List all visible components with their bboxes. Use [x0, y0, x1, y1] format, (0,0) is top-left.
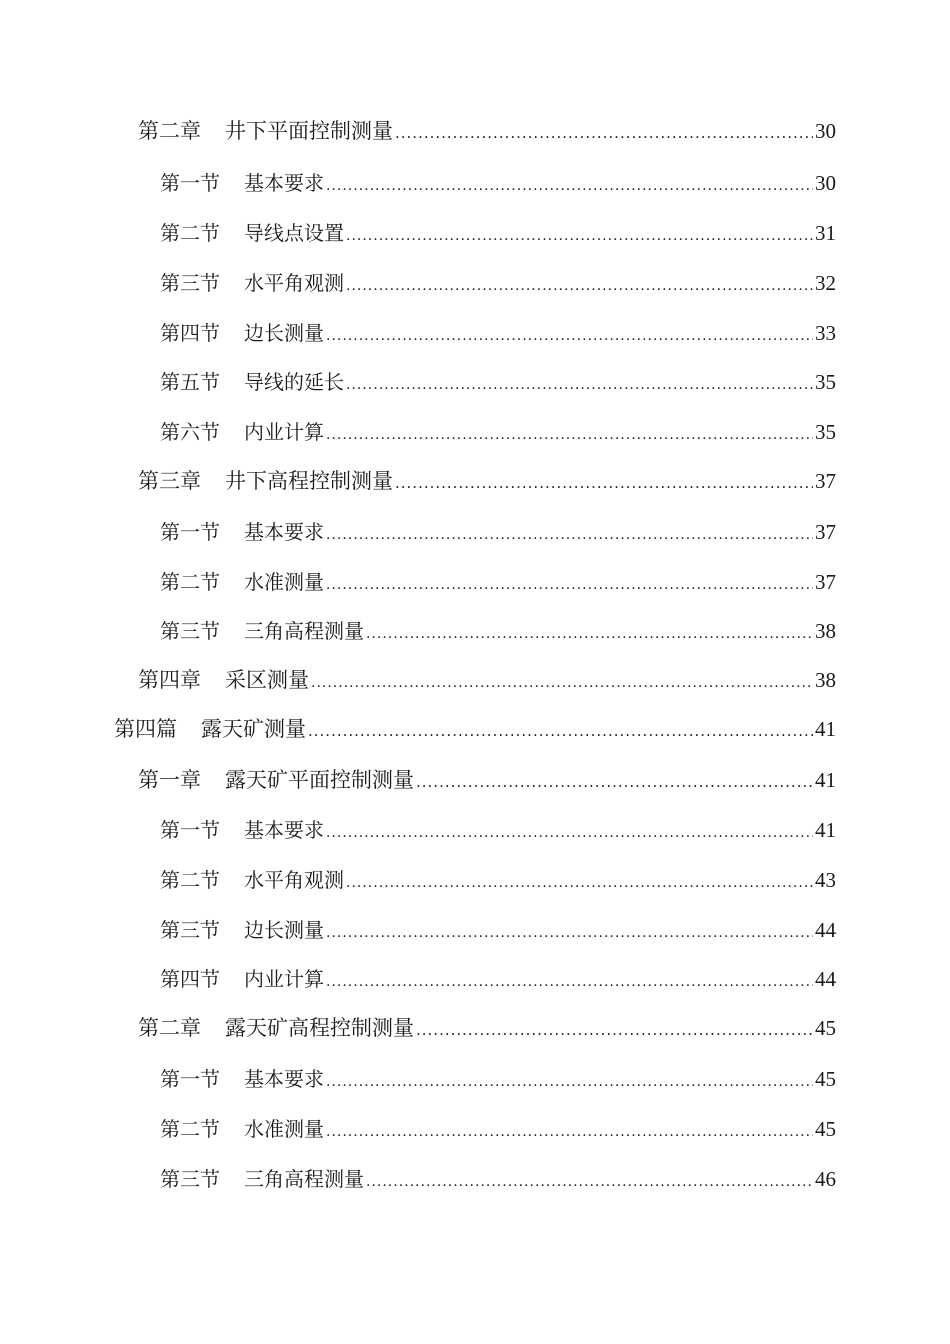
- toc-entry-title: 三角高程测量: [244, 619, 364, 643]
- toc-entry-page: 35: [815, 370, 836, 394]
- toc-entry-section[interactable]: [160, 569, 836, 598]
- toc-entry-page: 43: [815, 868, 836, 892]
- toc-entry-number: 第二节: [160, 570, 220, 594]
- toc-entry-section[interactable]: [160, 419, 836, 448]
- toc-entry-label: [138, 1015, 414, 1041]
- toc-leader-dots: [308, 718, 813, 744]
- toc-leader-dots: [326, 1069, 813, 1095]
- toc-entry-chapter[interactable]: [138, 1015, 836, 1043]
- toc-entry-label: [160, 519, 324, 545]
- toc-entry-number: 第三节: [160, 1167, 220, 1191]
- toc-entry-label: [160, 270, 344, 296]
- toc-leader-dots: [326, 969, 813, 995]
- toc-leader-dots: [326, 173, 813, 199]
- toc-leader-dots: [326, 1119, 813, 1145]
- toc-entry-section[interactable]: [160, 220, 836, 249]
- toc-entry-number: 第五节: [160, 370, 220, 394]
- toc-entry-number: 第二节: [160, 868, 220, 892]
- toc-entry-label: [160, 369, 344, 395]
- toc-entry-label: [160, 1066, 324, 1092]
- toc-leader-dots: [326, 920, 813, 946]
- toc-entry-title: 基本要求: [244, 1067, 324, 1091]
- toc-entry-page: 44: [815, 967, 836, 991]
- toc-entry-page: 38: [815, 619, 836, 643]
- toc-entry-title: 水平角观测: [244, 868, 344, 892]
- toc-entry-label: [160, 817, 324, 843]
- toc-entry-number: 第六节: [160, 420, 220, 444]
- toc-entry-part[interactable]: [114, 716, 836, 744]
- toc-entry-label: [160, 917, 324, 943]
- toc-entry-title: 采区测量: [225, 668, 309, 692]
- toc-entry-label: [160, 220, 344, 246]
- toc-entry-page: 45: [815, 1117, 836, 1141]
- toc-entry-chapter[interactable]: [138, 667, 836, 696]
- toc-entry-number: 第三节: [160, 619, 220, 643]
- toc-leader-dots: [346, 223, 813, 249]
- toc-entry-number: 第二节: [160, 1117, 220, 1141]
- toc-leader-dots: [326, 820, 813, 846]
- toc-leader-dots: [326, 572, 813, 598]
- toc-entry-section[interactable]: [160, 867, 836, 896]
- toc-entry-chapter[interactable]: [138, 118, 836, 146]
- toc-entry-number: 第三节: [160, 271, 220, 295]
- toc-entry-page: 44: [815, 918, 836, 942]
- toc-entry-title: 露天矿平面控制测量: [225, 768, 414, 792]
- toc-entry-number: 第四篇: [114, 717, 177, 741]
- toc-entry-page: 35: [815, 420, 836, 444]
- toc-entry-label: [160, 867, 344, 893]
- toc-entry-label: [160, 1116, 324, 1142]
- toc-leader-dots: [395, 470, 813, 496]
- toc-leader-dots: [416, 1017, 813, 1043]
- toc-entry-number: 第一节: [160, 818, 220, 842]
- toc-entry-title: 边长测量: [244, 918, 324, 942]
- toc-entry-title: 基本要求: [244, 171, 324, 195]
- toc-leader-dots: [326, 522, 813, 548]
- toc-entry-title: 基本要求: [244, 818, 324, 842]
- toc-entry-number: 第四节: [160, 967, 220, 991]
- toc-entry-number: 第四章: [138, 668, 201, 692]
- toc-entry-section[interactable]: [160, 1066, 836, 1095]
- toc-entry-title: 边长测量: [244, 321, 324, 345]
- toc-entry-title: 露天矿高程控制测量: [225, 1016, 414, 1040]
- toc-entry-page: 46: [815, 1167, 836, 1191]
- toc-entry-page: 41: [815, 818, 836, 842]
- toc-entry-title: 基本要求: [244, 520, 324, 544]
- toc-entry-label: [160, 1166, 364, 1192]
- toc-entry-page: 37: [815, 469, 836, 493]
- toc-entry-title: 导线的延长: [244, 370, 344, 394]
- toc-entry-label: [160, 419, 324, 445]
- toc-entry-title: 井下平面控制测量: [225, 119, 393, 143]
- toc-entry-number: 第一节: [160, 171, 220, 195]
- toc-entry-section[interactable]: [160, 270, 836, 299]
- toc-entry-number: 第三节: [160, 918, 220, 942]
- toc-entry-label: [160, 966, 324, 992]
- toc-entry-label: [160, 170, 324, 196]
- toc-leader-dots: [346, 273, 813, 299]
- toc-entry-title: 三角高程测量: [244, 1167, 364, 1191]
- toc-entry-page: 31: [815, 221, 836, 245]
- toc-entry-title: 内业计算: [244, 967, 324, 991]
- toc-entry-number: 第一章: [138, 768, 201, 792]
- toc-entry-number: 第二节: [160, 221, 220, 245]
- toc-entry-title: 内业计算: [244, 420, 324, 444]
- toc-entry-page: 37: [815, 570, 836, 594]
- toc-entry-page: 30: [815, 119, 836, 143]
- toc-leader-dots: [366, 621, 813, 647]
- toc-entry-number: 第三章: [138, 469, 201, 493]
- toc-leader-dots: [311, 670, 813, 696]
- toc-entry-section[interactable]: [160, 369, 836, 398]
- toc-entry-section[interactable]: [160, 519, 836, 548]
- toc-leader-dots: [326, 323, 813, 349]
- toc-entry-section[interactable]: [160, 1116, 836, 1145]
- toc-entry-section[interactable]: [160, 917, 836, 946]
- toc-entry-label: [114, 716, 306, 742]
- toc-entry-title: 水准测量: [244, 570, 324, 594]
- toc-leader-dots: [346, 372, 813, 398]
- toc-entry-page: 33: [815, 321, 836, 345]
- toc-entry-title: 导线点设置: [244, 221, 344, 245]
- toc-entry-label: [138, 767, 414, 793]
- toc-entry-title: 水平角观测: [244, 271, 344, 295]
- toc-entry-section[interactable]: [160, 170, 836, 199]
- toc-entry-section[interactable]: [160, 817, 836, 846]
- toc-entry-section[interactable]: [160, 966, 836, 995]
- toc-entry-page: 45: [815, 1016, 836, 1040]
- toc-leader-dots: [326, 422, 813, 448]
- toc-entry-number: 第二章: [138, 119, 201, 143]
- toc-entry-label: [160, 569, 324, 595]
- toc-entry-label: [138, 468, 393, 494]
- toc-entry-number: 第四节: [160, 321, 220, 345]
- toc-entry-label: [138, 118, 393, 144]
- toc-entry-title: 水准测量: [244, 1117, 324, 1141]
- toc-leader-dots: [416, 769, 813, 795]
- toc-leader-dots: [395, 120, 813, 146]
- toc-entry-label: [138, 667, 309, 693]
- toc-entry-section[interactable]: [160, 1166, 836, 1195]
- toc-leader-dots: [346, 870, 813, 896]
- toc-entry-number: 第二章: [138, 1016, 201, 1040]
- toc-leader-dots: [366, 1169, 813, 1195]
- toc-entry-chapter[interactable]: [138, 767, 836, 795]
- toc-entry-label: [160, 320, 324, 346]
- toc-entry-label: [160, 618, 364, 644]
- toc-entry-chapter[interactable]: [138, 468, 836, 496]
- toc-entry-section[interactable]: [160, 320, 836, 349]
- toc-entry-number: 第一节: [160, 520, 220, 544]
- toc-entry-page: 45: [815, 1067, 836, 1091]
- toc-entry-title: 露天矿测量: [201, 717, 306, 741]
- toc-entry-page: 37: [815, 520, 836, 544]
- toc-entry-title: 井下高程控制测量: [225, 469, 393, 493]
- toc-entry-section[interactable]: [160, 618, 836, 647]
- toc-entry-number: 第一节: [160, 1067, 220, 1091]
- toc-entry-page: 32: [815, 271, 836, 295]
- toc-entry-page: 30: [815, 171, 836, 195]
- toc-entry-page: 38: [815, 668, 836, 692]
- toc-entry-page: 41: [815, 717, 836, 741]
- toc-entry-page: 41: [815, 768, 836, 792]
